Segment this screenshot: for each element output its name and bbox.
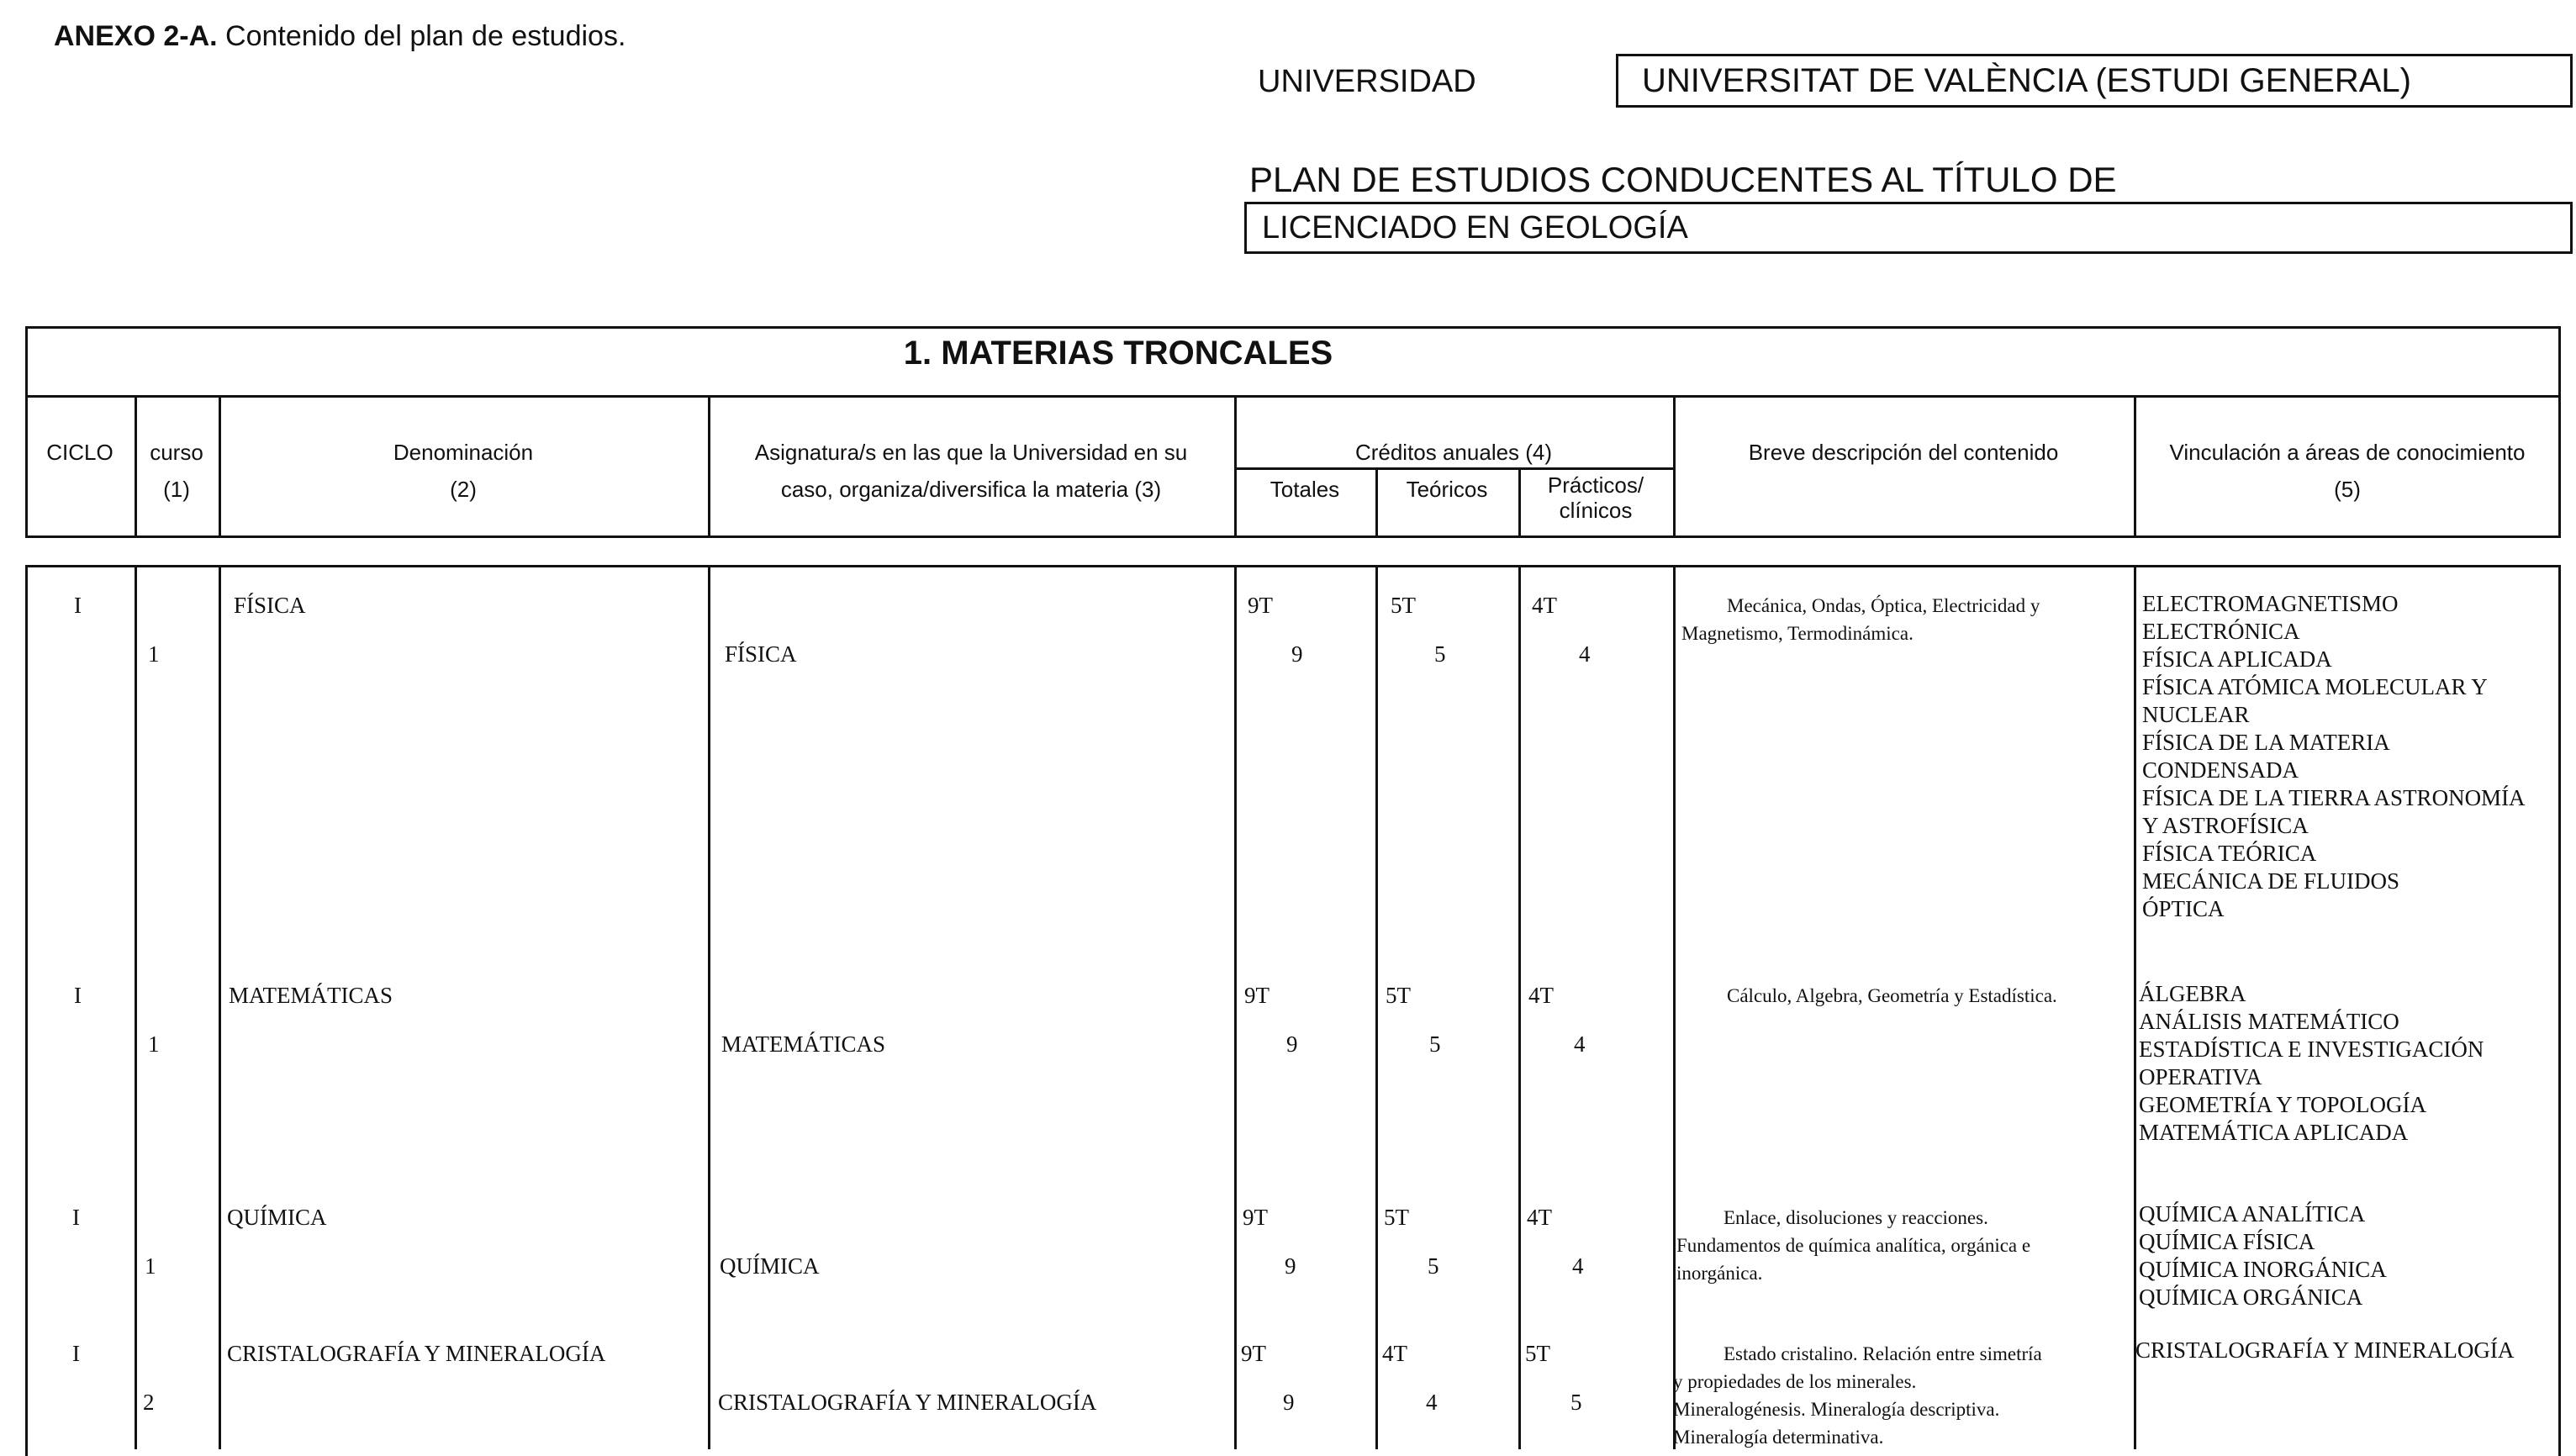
row-practicos: 5 [1570, 1390, 1582, 1415]
row-teoricos: 4 [1426, 1390, 1438, 1415]
area-item: ELECTROMAGNETISMO [2142, 591, 2399, 616]
row-teoricos-type: 5T [1391, 593, 1416, 618]
row-descripcion [1673, 1340, 2127, 1451]
row-curso: 1 [148, 1031, 160, 1057]
degree-title-box: LICENCIADO EN GEOLOGÍA [1244, 202, 2573, 254]
annex-heading [54, 20, 626, 53]
area-item: GEOMETRÍA Y TOPOLOGÍA [2139, 1092, 2426, 1117]
row-ciclo: I [74, 593, 82, 618]
header-descripcion: Breve descripción del contenido [1748, 440, 2059, 465]
plan-label: PLAN DE ESTUDIOS CONDUCENTES AL TÍTULO DE [1249, 160, 2117, 199]
row-totales: 9 [1285, 1253, 1296, 1279]
row-practicos-type: 4T [1528, 983, 1554, 1008]
row-totales: 9 [1286, 1031, 1298, 1057]
desc-line: Magnetismo, Termodinámica. [1681, 623, 1914, 644]
row-teoricos-type: 5T [1384, 1205, 1409, 1230]
desc-line: Mineralogía determinativa. [1673, 1427, 1884, 1448]
area-item: FÍSICA DE LA TIERRA ASTRONOMÍA [2142, 785, 2526, 810]
area-item: ÁLGEBRA [2139, 981, 2246, 1006]
area-item: ANÁLISIS MATEMÁTICO [2139, 1009, 2399, 1034]
col-divider [1518, 565, 1521, 1449]
col-divider [708, 565, 710, 1449]
area-item: QUÍMICA ORGÁNICA [2139, 1285, 2363, 1310]
desc-line: Mineralogénesis. Mineralogía descriptiva. [1673, 1399, 2000, 1420]
row-denominacion: FÍSICA [234, 593, 306, 618]
desc-line: Fundamentos de química analítica, orgánica e [1676, 1235, 2031, 1256]
col-divider [219, 565, 221, 1449]
header-asignatura-line2: caso, organiza/diversifica la materia (3) [780, 477, 1162, 502]
col-divider [2134, 565, 2136, 1449]
row-totales-type: 9T [1248, 593, 1273, 618]
area-item: QUÍMICA FÍSICA [2139, 1229, 2315, 1254]
header-creditos: Créditos anuales (4) [1354, 440, 1553, 465]
header-curso-note: (1) [163, 477, 190, 502]
row-totales-type: 9T [1241, 1341, 1266, 1366]
row-totales: 9 [1291, 641, 1303, 667]
header-totales: Totales [1270, 477, 1340, 502]
header-practicos-line1: Prácticos/ [1547, 472, 1644, 498]
area-item: MATEMÁTICA APLICADA [2139, 1120, 2409, 1145]
row-totales-type: 9T [1243, 1205, 1268, 1230]
header-practicos-line2: clínicos [1559, 498, 1633, 523]
row-teoricos-type: 4T [1382, 1341, 1407, 1366]
area-item: FÍSICA DE LA MATERIA [2142, 730, 2390, 755]
row-curso: 2 [143, 1390, 155, 1415]
annex-subtitle: Contenido del plan de estudios. [217, 20, 626, 52]
row-teoricos: 5 [1428, 1253, 1439, 1279]
header-denominacion: Denominación [393, 440, 534, 465]
row-denominacion: MATEMÁTICAS [229, 983, 393, 1008]
desc-line: y propiedades de los minerales. [1673, 1371, 1917, 1392]
row-areas [2135, 1337, 2514, 1364]
row-descripcion [1681, 592, 2127, 647]
row-totales-type: 9T [1244, 983, 1270, 1008]
col-divider [1375, 565, 1378, 1449]
row-practicos: 4 [1574, 1031, 1586, 1057]
row-practicos-type: 4T [1532, 593, 1557, 618]
row-descripcion [1676, 1204, 2127, 1287]
row-totales: 9 [1283, 1390, 1295, 1415]
desc-line: Estado cristalino. Relación entre simetría [1723, 1343, 2042, 1364]
desc-line: Mecánica, Ondas, Óptica, Electricidad y [1727, 595, 2040, 616]
header-vinculacion-note: (5) [2334, 477, 2361, 502]
area-item: ESTADÍSTICA E INVESTIGACIÓN [2139, 1037, 2484, 1062]
header-practicos [1518, 472, 1673, 523]
row-teoricos: 5 [1434, 641, 1446, 667]
row-areas [2139, 1200, 2387, 1311]
col-divider [1234, 565, 1237, 1449]
area-item: ELECTRÓNICA [2142, 619, 2300, 644]
col-divider [1673, 565, 1676, 1449]
desc-line: inorgánica. [1676, 1263, 1763, 1284]
area-item: MECÁNICA DE FLUIDOS [2142, 868, 2400, 894]
row-asignatura: MATEMÁTICAS [721, 1031, 886, 1057]
row-asignatura: CRISTALOGRAFÍA Y MINERALOGÍA [718, 1390, 1097, 1415]
area-item: CONDENSADA [2142, 757, 2299, 783]
row-denominacion: CRISTALOGRAFÍA Y MINERALOGÍA [227, 1341, 606, 1366]
header-curso: curso [150, 440, 203, 465]
row-denominacion: QUÍMICA [227, 1205, 327, 1230]
header-divider [25, 395, 2561, 398]
header-denominacion-note: (2) [450, 477, 477, 502]
row-curso: 1 [145, 1253, 156, 1279]
area-item: NUCLEAR [2142, 702, 2250, 727]
header-vinculacion: Vinculación a áreas de conocimiento [2169, 440, 2526, 465]
area-item: FÍSICA ATÓMICA MOLECULAR Y [2142, 674, 2488, 699]
header-teoricos: Teóricos [1406, 477, 1488, 502]
row-practicos: 4 [1572, 1253, 1584, 1279]
row-teoricos: 5 [1429, 1031, 1441, 1057]
row-ciclo: I [74, 983, 82, 1008]
row-areas [2139, 980, 2484, 1147]
row-curso: 1 [148, 641, 160, 667]
area-item: FÍSICA APLICADA [2142, 646, 2332, 672]
area-item: CRISTALOGRAFÍA Y MINERALOGÍA [2135, 1337, 2515, 1363]
area-item: FÍSICA TEÓRICA [2142, 841, 2317, 866]
row-asignatura: FÍSICA [725, 641, 797, 667]
universidad-value-box: UNIVERSITAT DE VALÈNCIA (ESTUDI GENERAL) [1616, 54, 2573, 108]
row-practicos-type: 5T [1525, 1341, 1550, 1366]
row-areas [2142, 590, 2526, 923]
annex-label: ANEXO 2-A. [54, 20, 218, 52]
section-title: 1. MATERIAS TRONCALES [903, 335, 1333, 372]
row-ciclo: I [72, 1205, 80, 1230]
row-descripcion [1681, 982, 2127, 1010]
area-item: ÓPTICA [2142, 896, 2225, 921]
desc-line: Cálculo, Algebra, Geometría y Estadística. [1727, 985, 2057, 1006]
area-item: Y ASTROFÍSICA [2142, 813, 2309, 838]
col-divider [135, 565, 137, 1449]
row-ciclo: I [72, 1341, 80, 1366]
universidad-label: UNIVERSIDAD [1258, 64, 1476, 99]
area-item: QUÍMICA ANALÍTICA [2139, 1201, 2366, 1227]
row-teoricos-type: 5T [1386, 983, 1411, 1008]
row-practicos: 4 [1579, 641, 1591, 667]
area-item: QUÍMICA INORGÁNICA [2139, 1257, 2387, 1282]
header-asignatura-line1: Asignatura/s en las que la Universidad en su [754, 440, 1188, 465]
header-ciclo: CICLO [46, 440, 113, 465]
row-asignatura: QUÍMICA [720, 1253, 820, 1279]
area-item: OPERATIVA [2139, 1064, 2262, 1089]
desc-line: Enlace, disoluciones y reacciones. [1723, 1207, 1988, 1228]
row-practicos-type: 4T [1527, 1205, 1552, 1230]
